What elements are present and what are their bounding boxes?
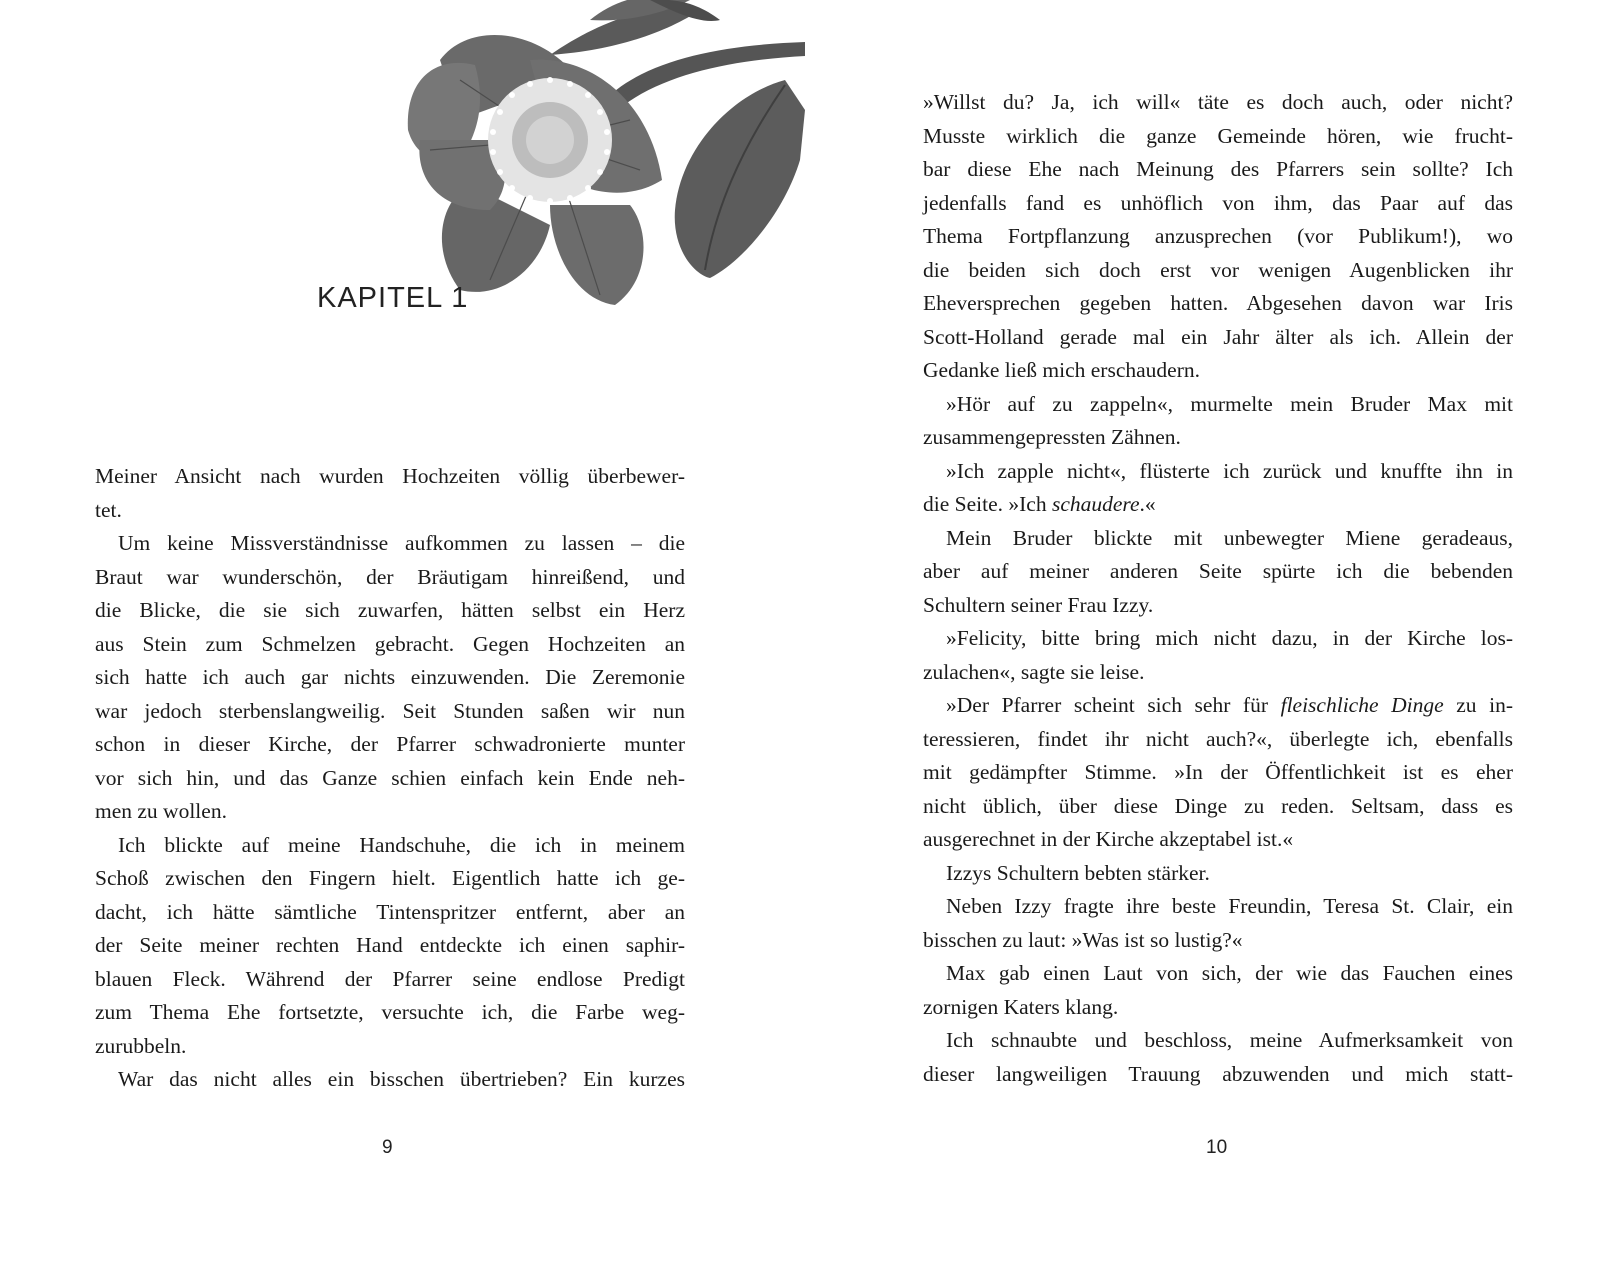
text-line: »Willst du? Ja, ich will« täte es doch auch, oder nicht?: [923, 90, 1513, 114]
text-line: Schoß zwischen den Fingern hielt. Eigentlich hatte ich ge-: [95, 866, 685, 890]
text-line: nicht üblich, über diese Dinge zu reden. Seltsam, dass es: [923, 793, 1513, 818]
text-line: zurubbeln.: [95, 1033, 187, 1058]
text-line: schon in dieser Kirche, der Pfarrer schwadronierte munter: [95, 732, 685, 756]
text-line: zum Thema Ehe fortsetzte, versuchte ich, die Farbe weg-: [95, 1000, 685, 1024]
text-line: vor sich hin, und das Ganze schien einfach kein Ende neh-: [95, 765, 685, 790]
text-line: »Der Pfarrer scheint sich sehr für fleischliche Dinge zu in-: [946, 693, 1513, 717]
text-line: Musste wirklich die ganze Gemeinde hören, wie frucht-: [923, 123, 1513, 148]
text-line: war jedoch sterbenslangweilig. Seit Stunden saßen wir nun: [95, 698, 685, 723]
text-line: ausgerechnet in der Kirche akzeptabel ist.«: [923, 827, 1294, 851]
text-line: »Felicity, bitte bring mich nicht dazu, in der Kirche los-: [946, 626, 1513, 650]
text-line: zulachen«, sagte sie leise.: [923, 659, 1145, 684]
text-line: die Blicke, die sie sich zuwarfen, hätten selbst ein Herz: [95, 598, 685, 622]
text-line: dieser langweiligen Trauung abzuwenden und mich statt-: [923, 1061, 1513, 1086]
text-line: Scott-Holland gerade mal ein Jahr älter als ich. Allein der: [923, 324, 1513, 349]
text-line: bisschen zu laut: »Was ist so lustig?«: [923, 927, 1243, 952]
text-line: »Hör auf zu zappeln«, murmelte mein Bruder Max mit: [946, 391, 1513, 416]
text-line: Meiner Ansicht nach wurden Hochzeiten völlig überbewer-: [95, 464, 685, 488]
page-number-right: 10: [1206, 1137, 1228, 1158]
left-body-text: [95, 460, 685, 1097]
flower-illustration: [400, 0, 805, 320]
text-line: der Seite meiner rechten Hand entdeckte ich einen saphir-: [95, 933, 685, 957]
text-line: Gedanke ließ mich erschaudern.: [923, 358, 1200, 382]
text-line: bar diese Ehe nach Meinung des Pfarrers sein sollte? Ich: [923, 157, 1513, 181]
text-line: Thema Fortpflanzung anzusprechen (vor Publikum!), wo: [923, 224, 1513, 248]
text-line: aus Stein zum Schmelzen gebracht. Gegen Hochzeiten an: [95, 631, 685, 656]
right-body-text: [923, 86, 1513, 1091]
text-line: jedenfalls fand es unhöflich von ihm, das Paar auf das: [923, 190, 1513, 215]
text-line: Mein Bruder blickte mit unbewegter Miene geradeaus,: [946, 525, 1513, 550]
text-line: Izzys Schultern bebten stärker.: [946, 860, 1210, 885]
text-line: aber auf meiner anderen Seite spürte ich die bebenden: [923, 559, 1513, 583]
text-line: Ich blickte auf meine Handschuhe, die ich in meinem: [118, 832, 685, 857]
text-line: mit gedämpfter Stimme. »In der Öffentlichkeit ist es eher: [923, 760, 1513, 784]
text-line: zornigen Katers klang.: [923, 994, 1119, 1019]
text-line: die Seite. »Ich schaudere.«: [923, 492, 1156, 516]
text-line: »Ich zapple nicht«, flüsterte ich zurück und knuffte ihn in: [946, 458, 1513, 483]
text-line: Ich schnaubte und beschloss, meine Aufmerksamkeit von: [946, 1028, 1513, 1052]
text-line: Um keine Missverständnisse aufkommen zu lassen – die: [118, 531, 685, 555]
text-line: die beiden sich doch erst vor wenigen Augenblicken ihr: [923, 257, 1513, 282]
right-page: [800, 0, 1600, 1274]
text-line: Max gab einen Laut von sich, der wie das Fauchen eines: [946, 961, 1513, 985]
chapter-title: KAPITEL 1: [317, 282, 469, 314]
text-line: Braut war wunderschön, der Bräutigam hinreißend, und: [95, 564, 685, 589]
text-line: Neben Izzy fragte ihre beste Freundin, Teresa St. Clair, ein: [946, 894, 1513, 918]
text-line: Eheversprechen gegeben hatten. Abgesehen davon war Iris: [923, 291, 1513, 315]
text-line: tet.: [95, 497, 122, 522]
text-line: dacht, ich hätte sämtliche Tintenspritzer entfernt, aber an: [95, 899, 685, 924]
text-line: teressieren, findet ihr nicht auch?«, überlegte ich, ebenfalls: [923, 726, 1513, 751]
text-line: Schultern seiner Frau Izzy.: [923, 592, 1154, 617]
text-line: zusammengepressten Zähnen.: [923, 425, 1181, 449]
text-line: men zu wollen.: [95, 799, 227, 823]
text-line: War das nicht alles ein bisschen übertrieben? Ein kurzes: [118, 1067, 685, 1091]
page-number-left: 9: [382, 1137, 393, 1158]
text-line: blauen Fleck. Während der Pfarrer seine endlose Predigt: [95, 966, 685, 991]
text-line: sich hatte ich auch gar nichts einzuwenden. Die Zeremonie: [95, 665, 685, 689]
